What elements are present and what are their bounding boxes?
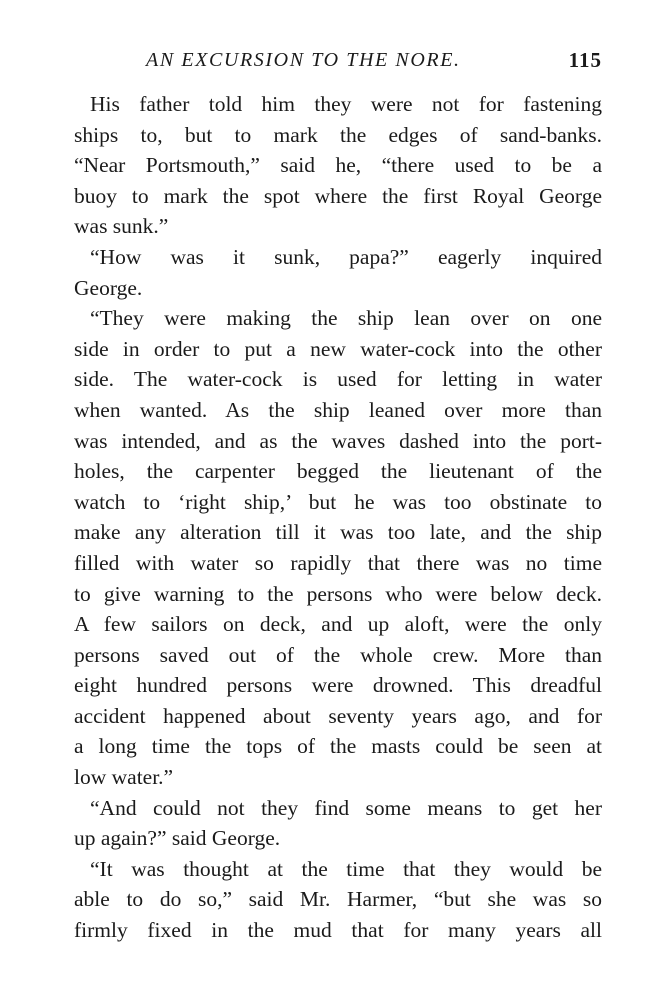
text-line: when wanted. As the ship leaned over more than xyxy=(74,397,602,422)
page-number: 115 xyxy=(568,48,602,72)
text-line: low water.” xyxy=(74,765,174,790)
text-line: “It was thought at the time that they would be xyxy=(90,856,602,881)
text-line: eight hundred persons were drowned. This dreadful xyxy=(74,673,602,698)
running-title: AN EXCURSION TO THE NORE. xyxy=(146,49,461,71)
text-line: A few sailors on deck, and up aloft, were the only xyxy=(74,612,602,637)
text-line: George. xyxy=(74,275,143,300)
text-line: watch to ‘right ship,’ but he was too obstinate to xyxy=(74,489,602,514)
text-line: to give warning to the persons who were below deck. xyxy=(74,581,602,606)
text-line: up again?” said George. xyxy=(74,826,281,851)
text-line: was intended, and as the waves dashed into the port- xyxy=(74,428,602,453)
text-line: was sunk.” xyxy=(74,214,169,239)
text-line: make any alteration till it was too late, and the ship xyxy=(74,520,602,545)
text-line: firmly fixed in the mud that for many years all xyxy=(74,918,602,943)
body-text xyxy=(74,89,602,946)
text-line: filled with water so rapidly that there was no time xyxy=(74,550,602,575)
text-line: side in order to put a new water-cock into the other xyxy=(74,336,602,361)
text-line: His father told him they were not for fastening xyxy=(90,92,602,116)
text-line: buoy to mark the spot where the first Royal George xyxy=(74,183,602,208)
text-line: side. The water-cock is used for letting in water xyxy=(74,367,602,392)
text-line: “How was it sunk, papa?” eagerly inquired xyxy=(90,244,602,269)
text-line: “Near Portsmouth,” said he, “there used to be a xyxy=(74,153,602,178)
text-line: accident happened about seventy years ago, and for xyxy=(74,703,602,728)
running-head xyxy=(74,47,602,77)
text-line: “And could not they find some means to get her xyxy=(90,795,602,820)
text-line: persons saved out of the whole crew. More than xyxy=(74,642,602,667)
text-line: holes, the carpenter begged the lieutenant of the xyxy=(74,459,602,484)
text-line: ships to, but to mark the edges of sand-banks. xyxy=(74,122,602,147)
text-line: “They were making the ship lean over on one xyxy=(90,306,602,331)
text-line: a long time the tops of the masts could be seen at xyxy=(74,734,602,759)
text-line: able to do so,” said Mr. Harmer, “but she was so xyxy=(74,887,602,912)
